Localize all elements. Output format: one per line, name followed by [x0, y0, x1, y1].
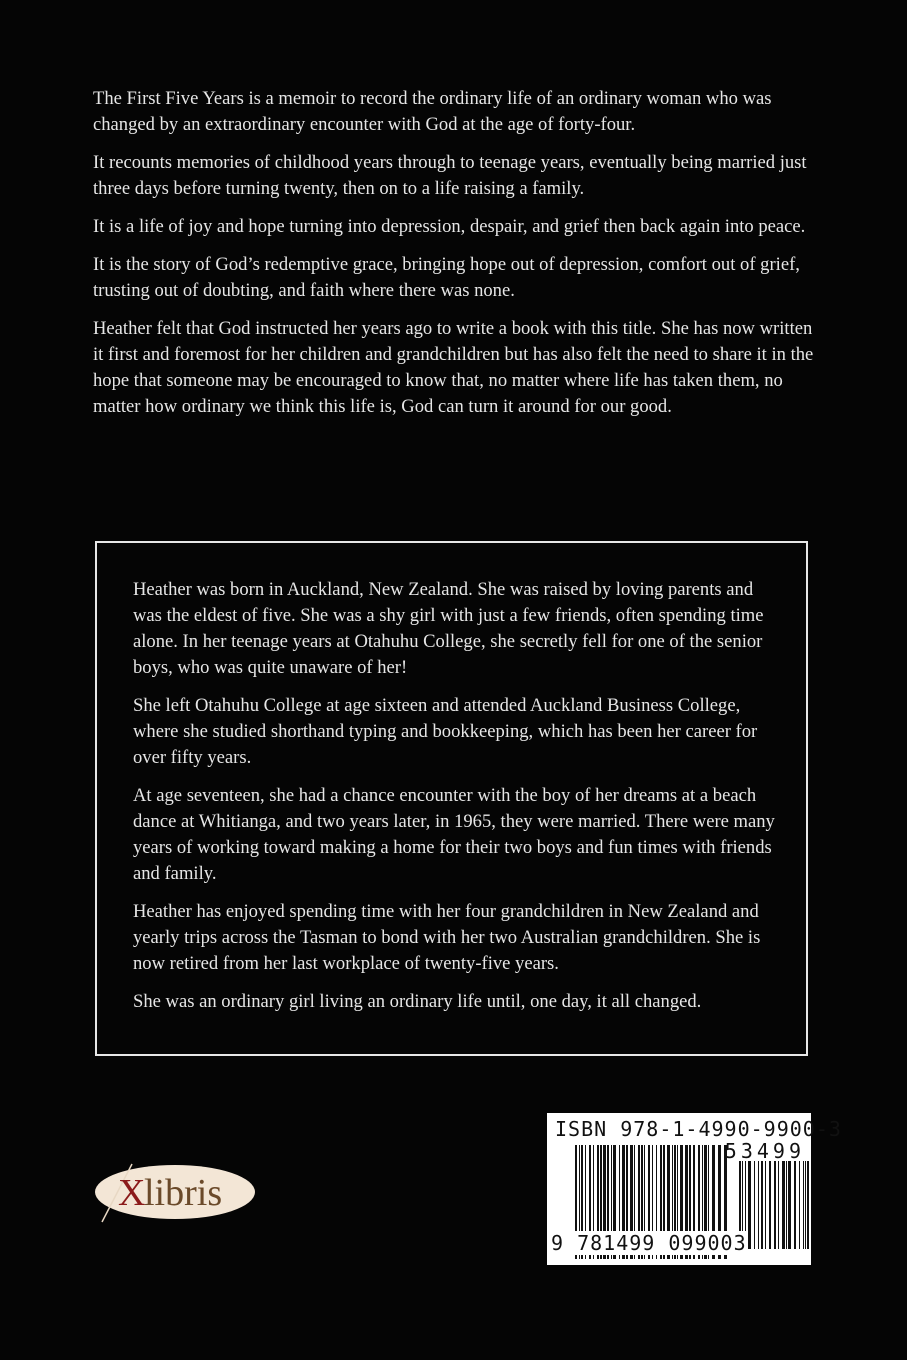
- author-bio-box: [95, 541, 808, 1056]
- barcode-bar: [769, 1161, 771, 1249]
- blurb-paragraph: Heather felt that God instructed her years ago to write a book with this title. She has now written it first and foremost for her children and grandchildren but has also felt the need to share it in the hope that someone may be encouraged to know that, no matter where life has taken them, no matter how ordinary we think this life is, God can turn it around for our good.: [93, 318, 814, 417]
- barcode-bar: [778, 1161, 779, 1249]
- barcode-bar: [799, 1161, 800, 1249]
- barcode-bar: [774, 1161, 776, 1249]
- price-addon-text: 53499: [724, 1139, 805, 1163]
- barcode-bar: [788, 1161, 791, 1249]
- isbn-barcode: [547, 1113, 842, 1265]
- barcode-bar: [786, 1161, 787, 1249]
- blurb-paragraph: The First Five Years is a memoir to record the ordinary life of an ordinary woman who was changed by an extraordinary encounter with God at the age of forty-four.: [93, 88, 772, 135]
- barcode-bar: [765, 1161, 766, 1249]
- barcode-bar: [754, 1161, 755, 1249]
- blurb-paragraph: It recounts memories of childhood years through to teenage years, eventually being married just three days before turning twenty, then on to a life raising a family.: [93, 152, 807, 199]
- back-cover-blurb: [93, 86, 817, 432]
- bio-paragraph: Heather has enjoyed spending time with her four grandchildren in New Zealand and yearly trips across the Tasman to bond with her two Australian grandchildren. She is now retired from her last workplace of twenty-five years.: [133, 901, 761, 974]
- bio-paragraph: She left Otahuhu College at age sixteen and attended Auckland Business College, where she studied shorthand typing and bookkeeping, which has been her career for over fifty years.: [133, 695, 758, 768]
- ean-text: 9 781499 099003: [551, 1231, 747, 1255]
- blurb-paragraph: It is the story of God’s redemptive grace, bringing hope out of depression, comfort out of grief, trusting out of doubting, and faith where there was none.: [93, 254, 800, 301]
- bio-paragraph: Heather was born in Auckland, New Zealand. She was raised by loving parents and was the eldest of five. She was a shy girl with just a few friends, often spending time alone. In her teenage years at Otahuhu College, she secretly fell for one of the senior boys, who was quite unaware of her!: [133, 579, 764, 678]
- barcode-bar: [803, 1161, 804, 1249]
- barcode-bar: [758, 1161, 759, 1249]
- svg-text:libris: libris: [144, 1172, 223, 1214]
- bio-paragraph: She was an ordinary girl living an ordinary life until, one day, it all changed.: [133, 991, 702, 1012]
- blurb-paragraph: It is a life of joy and hope turning into depression, despair, and grief then back again into peace.: [93, 216, 806, 237]
- svg-text:X: X: [118, 1172, 146, 1214]
- barcode-bar: [794, 1161, 796, 1249]
- barcode-bar: [805, 1161, 806, 1249]
- barcode-bar: [807, 1161, 809, 1249]
- bio-paragraph: At age seventeen, she had a chance encounter with the boy of her dreams at a beach dance at Whitianga, and two years later, in 1965, they were married. There were many years of working toward making a home for their two boys and fun times with friends and family.: [133, 785, 775, 884]
- barcode-bar: [782, 1161, 785, 1249]
- barcode-bar: [761, 1161, 763, 1249]
- isbn-text: ISBN 978-1-4990-9900-3: [555, 1117, 842, 1141]
- barcode-bar: [748, 1161, 751, 1249]
- xlibris-logo: [92, 1160, 258, 1224]
